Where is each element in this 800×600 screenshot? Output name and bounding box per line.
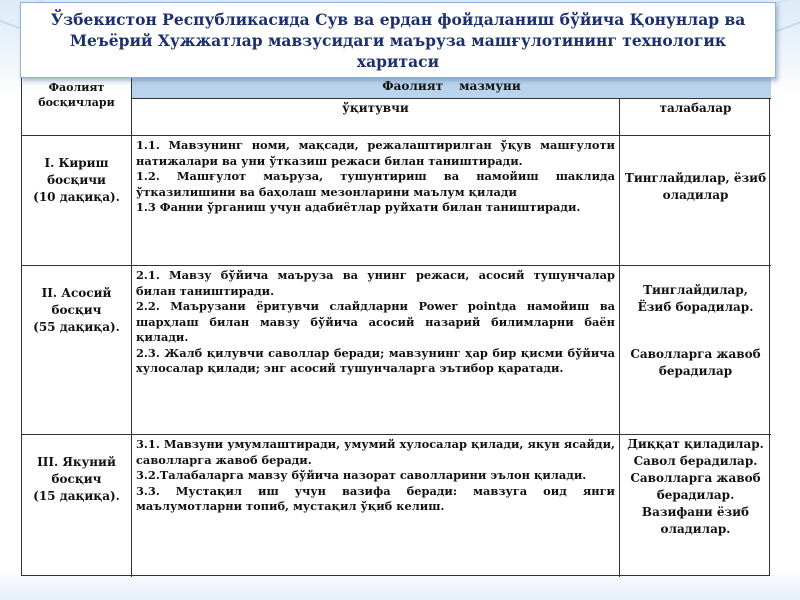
teacher-cell-main — [132, 266, 620, 435]
technology-map-table — [21, 76, 770, 576]
teacher-item: 2.2. Маърузани ёритувчи слайдларни Power pointда намойиш ва шарҳлаш билан мавзу бўйича асосий назарий билимларни баён қилади. — [136, 299, 615, 344]
header-stages: Фаолият босқичлари — [22, 77, 132, 136]
teacher-item: 1.3 Фанни ўрганиш учун адабиётлар руйхати билан таништиради. — [136, 200, 581, 214]
header-students: талабалар — [620, 99, 771, 136]
students-cell-intro — [620, 136, 771, 266]
students-item: Тинглайдилар, ёзиб оладилар — [624, 171, 767, 202]
teacher-item: 2.3. Жалб қилувчи саволлар беради; мавзунинг ҳар бир қисми бўйича хулосалар қилади; энг асосий тушунчаларга эътибор қаратади. — [136, 345, 615, 375]
students-item: Саволларга жавоб берадилар — [630, 347, 761, 378]
students-item: Саволларга жавоб берадилар. — [630, 471, 761, 502]
teacher-cell-final — [132, 435, 620, 577]
teacher-item: 3.1. Мавзуни умумлаштиради, умумий хулосалар қилади, якун ясайди, саволларга жавоб беради. — [136, 437, 615, 467]
header-teacher: ўқитувчи — [132, 99, 620, 136]
teacher-item: 3.3. Мустақил иш учун вазифа беради: мавзуга оид янги маълумотларни топиб, мустақил ўқиб келиш. — [136, 483, 615, 513]
students-item: Ёзиб борадилар. — [637, 300, 754, 314]
header-activity-content: Фаолият мазмуни — [132, 77, 771, 99]
slide-title-box — [20, 2, 776, 78]
teacher-cell-intro — [132, 136, 620, 266]
title-line-2: Меъёрий Хужжатлар мавзусидаги маъруза машғулотининг технологик — [69, 30, 727, 50]
teacher-item: 3.2.Талабаларга мавзу бўйича назорат саволларини эълон қилади. — [136, 468, 587, 482]
students-item: Диққат қиладилар. — [627, 437, 764, 451]
title-line-3: харитаси — [356, 51, 440, 71]
teacher-item: 1.2. Машғулот маъруза, тушунтириш ва намойиш шаклида ўтказилишини ва баҳолаш мезонларини маълум қилади — [136, 169, 615, 199]
students-item: Тинглайдилар, — [643, 283, 748, 297]
stage-cell-intro: I. Кириш босқичи (10 дақиқа). — [22, 136, 132, 266]
title-line-1: Ўзбекистон Республикасида Сув ва ердан фойдаланиш бўйича Қонунлар ва — [50, 9, 746, 29]
students-item: Вазифани ёзиб оладилар. — [641, 505, 750, 536]
stage-cell-final: III. Якуний босқич (15 дақиқа). — [22, 435, 132, 577]
teacher-item: 1.1. Мавзунинг номи, мақсади, режалаштирилган ўқув машғулоти натижалари ва уни ўтказиш режаси билан таништиради. — [136, 138, 615, 168]
students-item: Савол берадилар. — [633, 454, 758, 468]
students-cell-main — [620, 266, 771, 435]
stage-cell-main: II. Асосий босқич (55 дақиқа). — [22, 266, 132, 435]
spacer — [622, 316, 769, 346]
teacher-item: 2.1. Мавзу бўйича маъруза ва унинг режаси, асосий тушунчалар билан таништиради. — [136, 268, 615, 298]
students-cell-final — [620, 435, 771, 577]
slide-title — [51, 9, 746, 72]
